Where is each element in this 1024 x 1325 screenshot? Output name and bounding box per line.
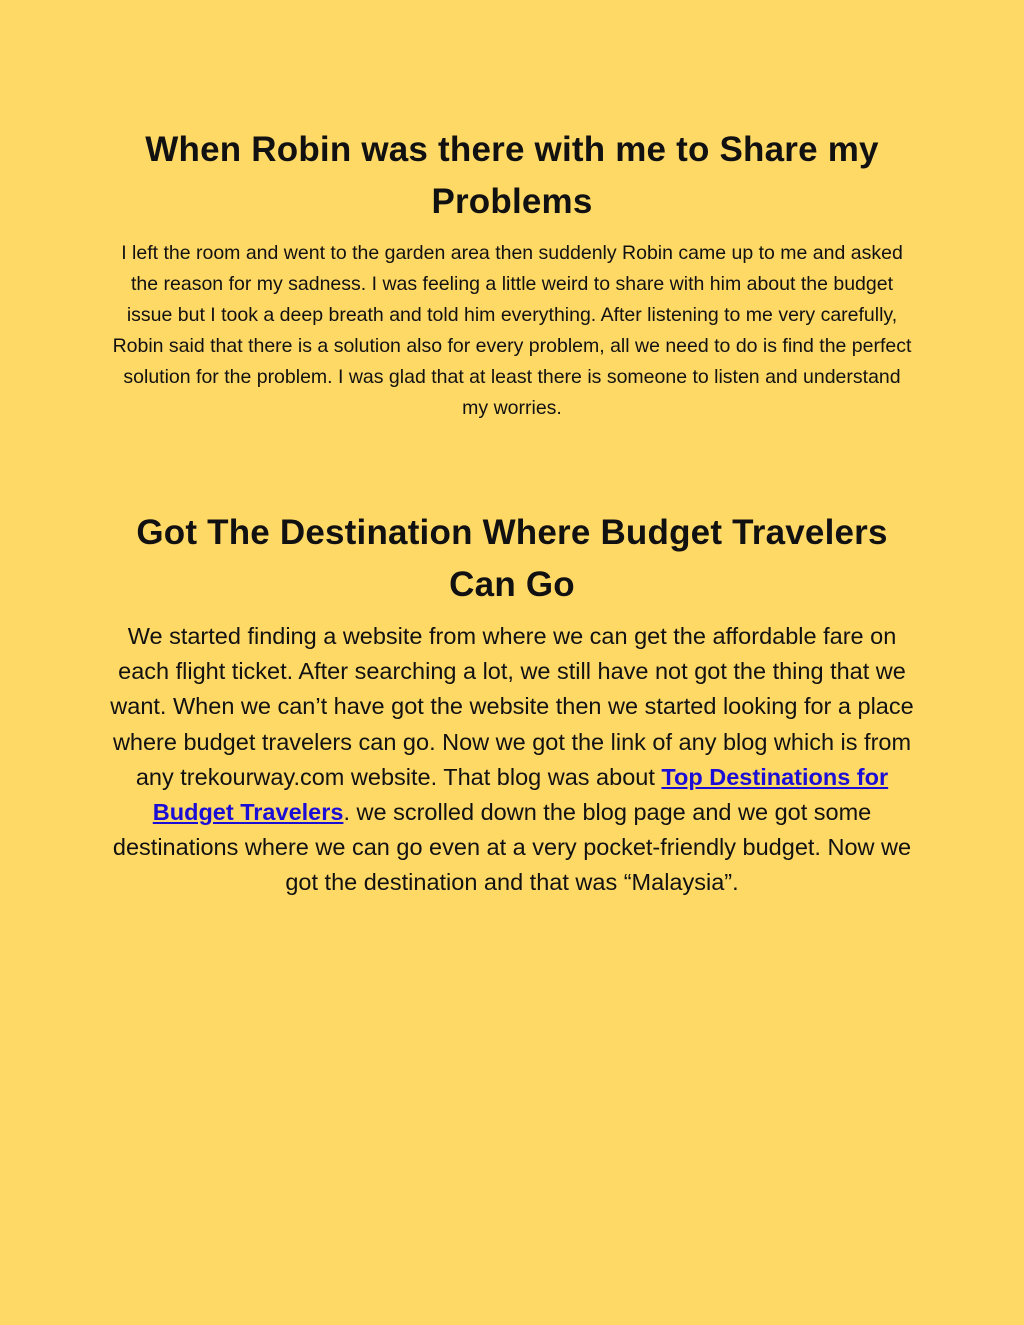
section-paragraph: I left the room and went to the garden area then suddenly Robin came up to me and asked the reason for my sadness. I was feeling a little weird to share with him about the budget issue but I took a deep breath and told him everything. After listening to me very carefully, Robin said that there is a solution also for every problem, all we need to do is find the perfect solution for the problem. I was glad that at least there is someone to listen and understand my worries. — [112, 242, 912, 419]
top-destinations-link[interactable]: Top Destinations for Budget Travelers — [152, 763, 889, 826]
section-title: When Robin was there with me to Share my Problems — [145, 130, 879, 221]
paragraph-text-after-link: . we scrolled down the blog page and we got some destinations where we can go even at a very pocket-friendly budget. Now we got the destination and that was “Malaysia”. — [112, 799, 912, 896]
section-robin — [110, 124, 914, 424]
paragraph-text-before-link: We started finding a website from where we can get the affordable fare on each flight ticket. After searching a lot, we still have not got the thing that we want. When we can’t have got the website then we started looking for a place where budget travelers can go. Now we got the link of any blog which is from any trekourway.com website. That blog was about — [110, 623, 914, 790]
section-paragraph — [110, 619, 914, 901]
section-title: Got The Destination Where Budget Travelers Can Go — [136, 513, 888, 604]
section-destination — [110, 507, 914, 901]
